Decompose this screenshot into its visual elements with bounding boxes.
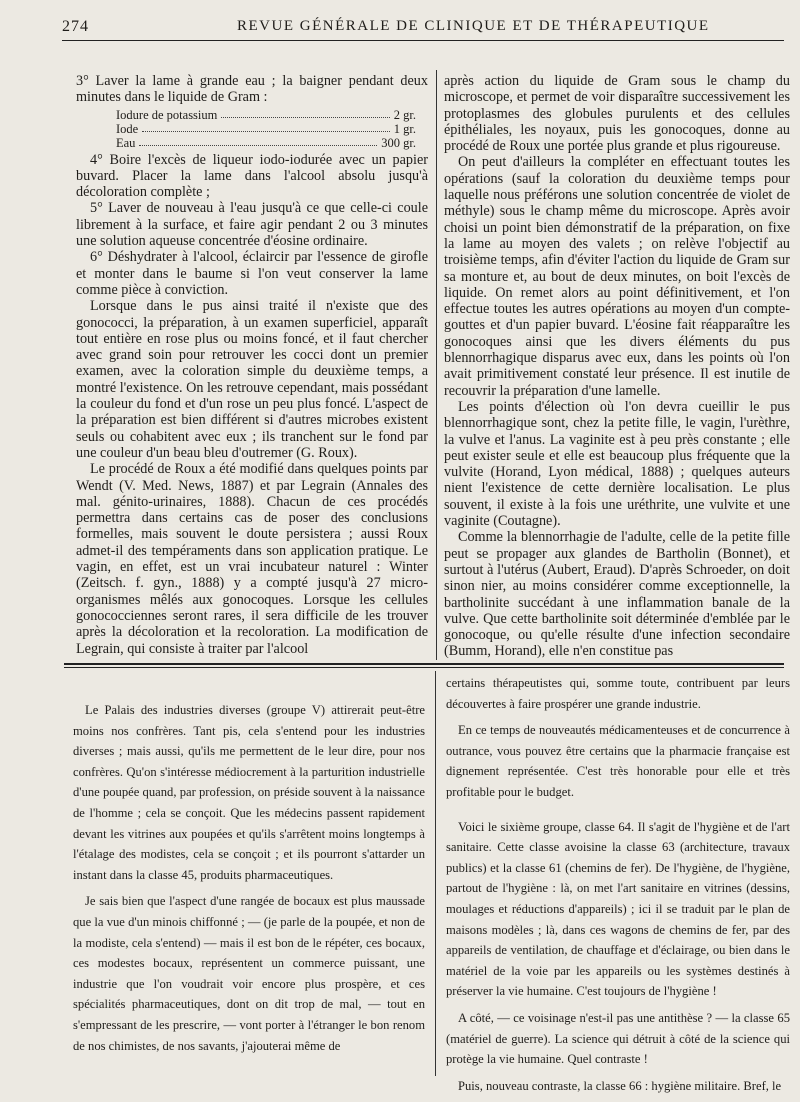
- upper-right-column: [444, 73, 790, 660]
- paragraph: Les points d'élection où l'on devra cueillir le pus blennorrhagique sont, chez la petite fille, le vagin, l'urèthre, la vulve et l'anus. La vaginite est à peu près constante ; elle peut exister seule et elle est beaucoup plus fréquente que la vulvite (Horand, Lyon médical, 1888) ; quelques auteurs nient l'existence de cette dernière localisation. Le plus souvent, il existe à la fois une uréthrite, une vulvite et une vaginite (Coutagne).: [444, 398, 790, 530]
- page-header: [62, 18, 784, 40]
- feuilleton-column-divider: [435, 671, 436, 1076]
- paragraph: A côté, — ce voisinage n'est-il pas une antithèse ? — la classe 65 (matériel de guerre). La science qui détruit à côté de la science qui protège la vie humaine. Quel contraste !: [446, 1010, 790, 1067]
- upper-left-column: [76, 73, 428, 657]
- paragraph: 3° Laver la lame à grande eau ; la baigner pendant deux minutes dans le liquide de Gram :: [76, 73, 428, 106]
- formula-ingredient: Eau: [116, 135, 136, 150]
- feuilleton-right-column: [446, 673, 790, 1102]
- formula-quantity: 300 gr.: [381, 135, 416, 150]
- formula-row: [116, 122, 416, 136]
- column-divider: [436, 70, 437, 660]
- formula-ingredient: Iode: [116, 121, 139, 136]
- paragraph: certains thérapeutistes qui, somme toute, contribuent par leurs découvertes à faire prospérer une grande industrie.: [446, 676, 790, 711]
- formula-ingredient: Iodure de potassium: [116, 107, 218, 122]
- paragraph: 4° Boire l'excès de liqueur iodo-iodurée avec un papier buvard. Placer la lame dans l'alcool absolu jusqu'à décoloration complète ;: [76, 151, 428, 201]
- paragraph: Le procédé de Roux a été modifié dans quelques points par Wendt (V. Med. News, 1887) et par Legrain (Annales des mal. génito-urinaires, 1888). Chacun de ces procédés permettra dans certains cas de poser des conclusions formelles, mais souvent le doute persistera ; aussi Roux admet-il des tempéraments dans son application pratique. Le vagin, en effet, est un vrai incubateur naturel : Winter (Zeitsch. f. gyn., 1888) y a compté jusqu'à 27 micro-organismes mêlés aux gonocoques. Lorsque les cellules gonococciennes seront rares, il sera difficile de les trouver après la décoloration et la recoloration. La modification de Legrain, qui consiste à traiter par l'alcool: [76, 461, 428, 657]
- feuilleton-rule-thick: [64, 663, 784, 665]
- running-title: REVUE GÉNÉRALE DE CLINIQUE ET DE THÉRAPEUTIQUE: [237, 18, 710, 34]
- page-number: 274: [62, 18, 89, 35]
- dot-leader: [142, 122, 390, 132]
- formula-row: [116, 108, 416, 122]
- paragraph: Je sais bien que l'aspect d'une rangée de bocaux est plus maussade que la vue d'un minois chiffonné ; — (je parle de la poupée, et non de la modiste, cela s'entend) — mais il est bon de le répéter, ces bocaux, ces modestes bocaux, représentent un commerce puissant, une industrie que l'on voudrait voir encore plus prospère, et ces spécialités pharmaceutiques, dont on dit trop de mal, — tout en s'empressant de les prescrire, — vont porter à l'étranger le bon renom de nos chimistes, de nos savants, j'ajouterai même de: [73, 894, 425, 1053]
- paragraph: Puis, nouveau contraste, la classe 66 : hygiène militaire. Bref, le: [458, 1078, 782, 1093]
- paragraph: Lorsque dans le pus ainsi traité il n'existe que des gonococci, la préparation, à un examen superficiel, apparaît tout entière en rose plus ou moins foncé, et il faut chercher avec grand soin pour retrouver les cocci dont un premier examen, avec la coloration simple du deuxième temps, a montré l'existence. On les retrouve cependant, mais possédant la couleur du fond et d'un rose un peu plus foncé. L'aspect de la préparation est bien différent si d'autres microbes existent seuls ou cohabitent avec eux ; ils tranchent sur le fond par une couleur d'un beau bleu d'outremer (G. Roux).: [76, 298, 429, 461]
- dot-leader: [139, 136, 377, 146]
- feuilleton-left-column: [73, 700, 425, 1062]
- formula-quantity: 1 gr.: [393, 121, 416, 136]
- paragraph: Voici le sixième groupe, classe 64. Il s'agit de l'hygiène et de l'art sanitaire. Cette classe avoisine la classe 63 (architecture, travaux publics) et la classe 61 (chemins de fer). De l'hygiène, de l'hygiène, partout de l'hygiène : là, on met l'art sanitaire en vitrines (dessins, moulages et réductions d'appareils) ; ici il se traduit par le plan de maisons modèles ; là, dans ces wagons de chemins de fer, par des appareils de ventilation, de chauffage et d'éclairage, ou bien dans le matériel de la voie par les appareils ou les systèmes destinés à préserver la vie humaine. C'est toujours de l'hygiène !: [446, 819, 790, 999]
- paragraph: Le Palais des industries diverses (groupe V) attirerait peut-être moins nos confrères. Tant pis, cela s'entend pour les industries diverses ; mais aussi, qu'ils me permettent de le leur dire, pour nos confrères. Qu'on s'intéresse médiocrement à la parturition industrielle d'une poupée quand, par profession, on préside souvent à la naissance de l'homme ; cela se conçoit. Que les médecins passent rapidement devant les vitrines aux poupées et qu'ils s'arrêtent moins longtemps à l'étalage des modistes, cela se conçoit ; et ils pourront s'attarder un instant dans la classe 45, produits pharmaceutiques.: [73, 703, 425, 882]
- formula-row: [116, 136, 416, 150]
- formula-quantity: 2 gr.: [393, 107, 416, 122]
- gram-formula: [116, 108, 416, 150]
- paragraph: On peut d'ailleurs la compléter en effectuant toutes les opérations (sauf la coloration du deuxième temps pour laquelle nous préférons une solution concentrée de violet de méthyle) sous le champ même du microscope. Après avoir choisi un point bien démonstratif de la préparation, on fixe la lame au moyen des valets ; on relève l'objectif au troisième temps, afin d'éviter l'action du liquide de Gram sur sa monture et, au bout de deux minutes, on boit l'excès de liquide. On remet alors au point définitivement, et l'on effectue toutes les autres opérations au moyen d'un compte-gouttes et d'un papier buvard. L'éosine fait réapparaître les gonocoques ainsi que les divers éléments du pus blennorrhagique disparus avec eux, dans les points où l'on avait primitivement constaté leur présence. Il est inutile de recouvrir la préparation d'une lamelle.: [444, 154, 790, 399]
- paragraph: 5° Laver de nouveau à l'eau jusqu'à ce que celle-ci coule librement à la surface, et faire agir pendant 2 ou 3 minutes une solution aqueuse concentrée d'éosine ordinaire.: [76, 200, 428, 250]
- paragraph: En ce temps de nouveautés médicamenteuses et de concurrence à outrance, vous pouvez être certains que la pharmacie française est dignement représentée. C'est très honorable pour elle et très profitable pour le budget.: [446, 723, 790, 799]
- paragraph: après action du liquide de Gram sous le champ du microscope, et permet de voir disparaître successivement les protoplasmes des globules purulents et des cellules épithéliales, les noyaux, puis les gonocoques, donne au procédé de Roux une portée plus grande et plus rigoureuse.: [444, 73, 790, 155]
- paragraph: 6° Déshydrater à l'alcool, éclaircir par l'essence de girofle et monter dans le baume si l'on veut conserver la lame comme pièce à conviction.: [76, 249, 428, 298]
- feuilleton-rule-thin: [64, 667, 784, 668]
- header-rule: [62, 40, 784, 41]
- dot-leader: [221, 108, 389, 118]
- paragraph: Comme la blennorrhagie de l'adulte, celle de la petite fille peut se propager aux glandes de Bartholin (Bonnet), et surtout à l'utérus (Aubert, Eraud). D'après Schroeder, on doit sinon nier, au moins considérer comme exceptionnelle, la bartholinite succédant à une inflammation banale de la vulve. Que cette bartholinite soit déterminée d'emblée par le gonocoque, ou qu'elle résulte d'une infection secondaire (Bumm, Horand), elle n'en constitue pas: [444, 529, 790, 660]
